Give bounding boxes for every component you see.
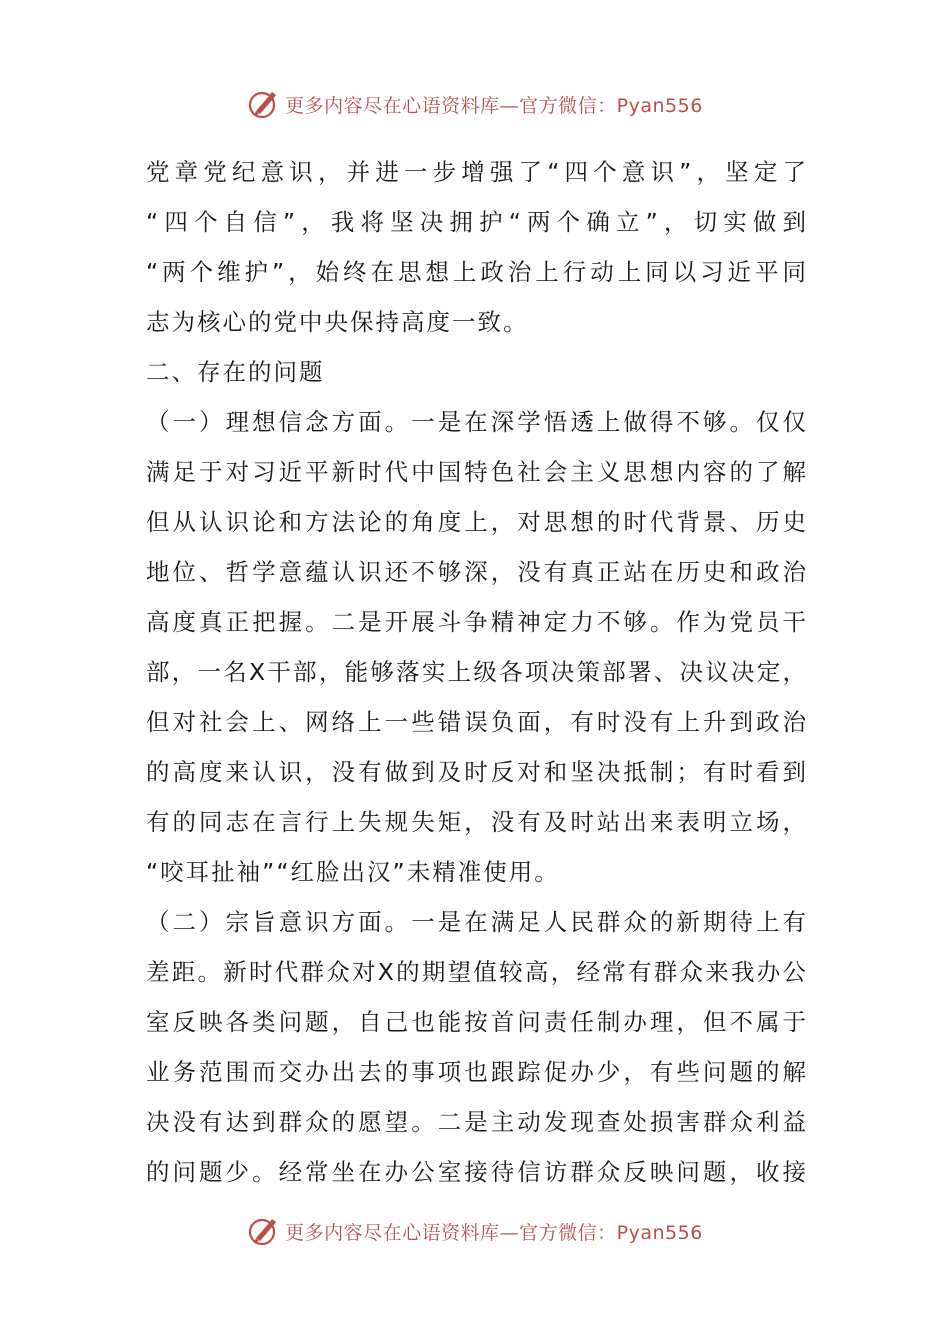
text-line: （二）宗旨意识方面。一是在满足人民群众的新期待上有 — [146, 908, 806, 936]
header-watermark — [0, 84, 950, 124]
text-line: 党章党纪意识，并进一步增强了“四个意识”，坚定了 — [146, 158, 806, 186]
text-line: 有的同志在言行上失规失矩，没有及时站出来表明立场， — [146, 808, 806, 836]
text-line: 但从认识论和方法论的角度上，对思想的时代背景、历史 — [146, 508, 806, 536]
text-line: 差距。新时代群众对X的期望值较高，经常有群众来我办公 — [146, 958, 806, 986]
text-line: 的高度来认识，没有做到及时反对和坚决抵制；有时看到 — [146, 758, 806, 786]
text-line: “两个维护”，始终在思想上政治上行动上同以习近平同 — [146, 258, 806, 286]
text-line: 业务范围而交办出去的事项也跟踪促办少，有些问题的解 — [146, 1058, 806, 1086]
text-line: 室反映各类问题，自己也能按首问责任制办理，但不属于 — [146, 1008, 806, 1036]
watermark-text: 更多内容尽在心语资料库—官方微信：Pyan556 — [285, 94, 703, 117]
text-line: “咬耳扯袖”“红脸出汉”未精准使用。 — [146, 858, 560, 886]
text-line: 地位、哲学意蕴认识还不够深，没有真正站在历史和政治 — [146, 558, 806, 586]
pen-circle-logo-icon — [247, 1214, 281, 1248]
text-line: （一）理想信念方面。一是在深学悟透上做得不够。仅仅 — [146, 408, 806, 436]
text-line: 二、存在的问题 — [146, 358, 325, 386]
document-body — [146, 147, 806, 1197]
text-line: 志为核心的党中央保持高度一致。 — [146, 308, 529, 336]
text-line: 满足于对习近平新时代中国特色社会主义思想内容的了解 — [146, 458, 806, 486]
footer-watermark — [0, 1211, 950, 1251]
text-line: 决没有达到群众的愿望。二是主动发现查处损害群众利益 — [146, 1108, 806, 1136]
pen-circle-logo-icon — [247, 87, 281, 121]
text-line: 高度真正把握。二是开展斗争精神定力不够。作为党员干 — [146, 608, 806, 636]
text-line: 但对社会上、网络上一些错误负面，有时没有上升到政治 — [146, 708, 806, 736]
watermark-text: 更多内容尽在心语资料库—官方微信：Pyan556 — [285, 1221, 703, 1244]
text-line: 部，一名X干部，能够落实上级各项决策部署、决议决定， — [146, 658, 806, 686]
text-line: “四个自信”，我将坚决拥护“两个确立”，切实做到 — [146, 208, 806, 236]
text-line: 的问题少。经常坐在办公室接待信访群众反映问题，收接 — [146, 1158, 806, 1186]
